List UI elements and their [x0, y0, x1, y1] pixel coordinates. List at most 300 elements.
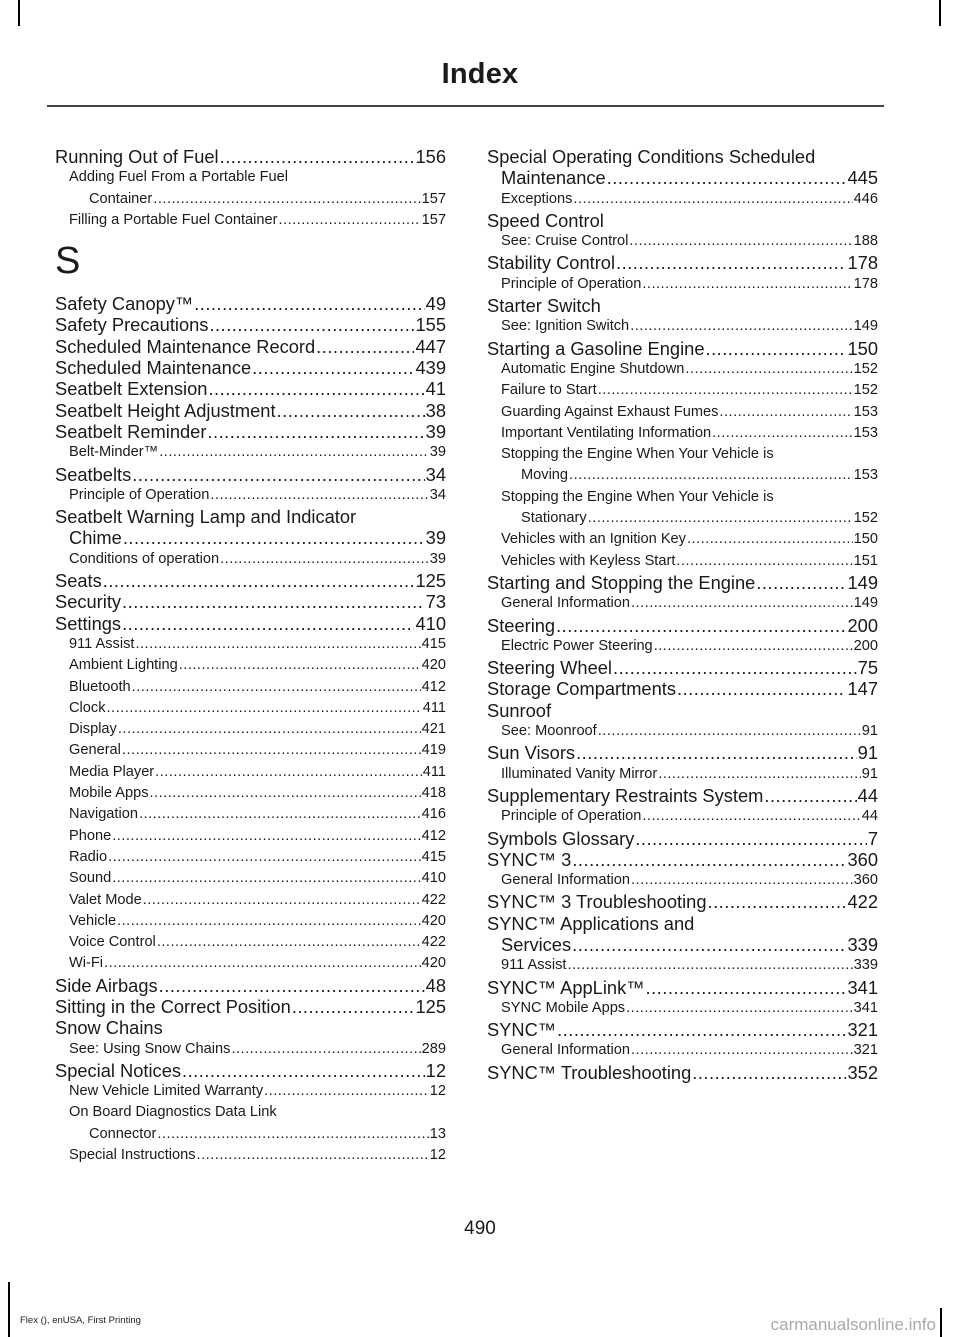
- index-entry[interactable]: [487, 572, 878, 593]
- entry-text: Sun Visors: [487, 742, 576, 764]
- dot-leader: [572, 934, 846, 955]
- page-reference: 419: [421, 742, 446, 759]
- entry-row: [55, 357, 446, 378]
- dot-leader: [117, 911, 421, 932]
- index-entry[interactable]: [487, 615, 878, 636]
- dot-leader: [132, 464, 424, 485]
- entry-text: Automatic Engine Shutdown: [501, 360, 685, 377]
- page-reference: 341: [853, 999, 878, 1016]
- index-subentry[interactable]: [55, 783, 446, 804]
- entry-text: SYNC™ Troubleshooting: [487, 1061, 692, 1083]
- entry-row: [487, 934, 878, 955]
- dot-leader: [646, 977, 847, 998]
- entry-text: Steering Wheel: [487, 657, 612, 679]
- entry-text: Special Notices: [55, 1059, 181, 1081]
- entry-text: Belt-Minder™: [69, 444, 159, 461]
- page-reference: 416: [421, 806, 446, 823]
- crop-mark-top-left-v: [18, 0, 20, 26]
- entry-text: Safety Precautions: [55, 314, 209, 336]
- entry-text: Starting a Gasoline Engine: [487, 337, 705, 359]
- entry-text: Snow Chains: [55, 1017, 163, 1039]
- page-reference: 420: [421, 955, 446, 972]
- index-subentry[interactable]: [55, 549, 446, 570]
- page-reference: 91: [861, 765, 878, 782]
- entry-row: [69, 826, 446, 847]
- page-reference: 200: [853, 637, 878, 654]
- entry-row: [69, 1039, 446, 1060]
- page-reference: 360: [847, 848, 878, 870]
- index-entry[interactable]: [487, 678, 878, 699]
- page-reference: 49: [425, 293, 446, 315]
- page-reference: 200: [847, 614, 878, 636]
- page-reference: 412: [421, 827, 446, 844]
- index-subentry[interactable]: [55, 1039, 446, 1060]
- page-reference: 439: [415, 357, 446, 379]
- dot-leader: [705, 338, 846, 359]
- entry-row: [501, 465, 878, 486]
- entry-text: Filling a Portable Fuel Container: [69, 211, 278, 228]
- entry-text: Bluetooth: [69, 678, 131, 695]
- index-subentry[interactable]: [487, 189, 878, 210]
- dot-leader: [598, 380, 853, 401]
- entry-text: New Vehicle Limited Warranty: [69, 1083, 264, 1100]
- index-entry[interactable]: [55, 613, 446, 634]
- page-reference: 12: [429, 1083, 446, 1100]
- entry-text: Stopping the Engine When Your Vehicle is: [501, 446, 774, 463]
- dot-leader: [567, 955, 852, 976]
- index-entry[interactable]: [487, 657, 878, 678]
- entry-text: Sunroof: [487, 699, 552, 721]
- index-entry[interactable]: [55, 314, 446, 335]
- index-entry[interactable]: [55, 996, 446, 1017]
- page-reference: 420: [421, 912, 446, 929]
- dot-leader: [642, 806, 860, 827]
- entry-row: [501, 593, 878, 614]
- title-divider: [47, 105, 884, 107]
- entry-row: [487, 977, 878, 998]
- entry-text: Speed Control: [487, 209, 604, 231]
- entry-row: [501, 1040, 878, 1061]
- crop-mark-bottom-left-v: [8, 1282, 10, 1337]
- entry-text: SYNC™: [487, 1019, 557, 1041]
- index-entry[interactable]: [55, 293, 446, 314]
- page-reference: 125: [415, 570, 446, 592]
- entry-row: [69, 911, 446, 932]
- index-subentry[interactable]: [55, 1145, 446, 1166]
- page-reference: 149: [853, 318, 878, 335]
- entry-text: Steering: [487, 614, 556, 636]
- entry-row: [501, 764, 878, 785]
- entry-text: Vehicle: [69, 912, 117, 929]
- entry-text: Special Instructions: [69, 1147, 196, 1164]
- index-entry[interactable]: [487, 700, 878, 721]
- dot-leader: [207, 421, 424, 442]
- page-reference: 422: [421, 891, 446, 908]
- entry-row: [55, 146, 446, 167]
- index-subentry[interactable]: [487, 721, 878, 742]
- entry-row: [501, 529, 878, 550]
- dot-leader: [556, 615, 846, 636]
- index-subentry[interactable]: [55, 911, 446, 932]
- entry-row: [501, 721, 878, 742]
- index-entry[interactable]: [55, 378, 446, 399]
- index-subentry[interactable]: [55, 762, 446, 783]
- dot-leader: [685, 359, 852, 380]
- dot-leader: [210, 485, 428, 506]
- dot-leader: [712, 423, 853, 444]
- index-subentry[interactable]: [55, 210, 446, 231]
- entry-text: Safety Canopy™: [55, 293, 194, 315]
- page-title: Index: [441, 58, 519, 90]
- entry-row: [487, 678, 878, 699]
- index-subentry[interactable]: [487, 870, 878, 891]
- entry-row: [69, 1145, 446, 1166]
- entry-text: Failure to Start: [501, 382, 597, 399]
- dot-leader: [220, 549, 429, 570]
- index-subentry[interactable]: [55, 804, 446, 825]
- entry-text: Vehicles with Keyless Start: [501, 552, 676, 569]
- page-reference: 157: [421, 211, 446, 228]
- page-reference: 13: [429, 1125, 446, 1142]
- entry-text: Guarding Against Exhaust Fumes: [501, 403, 719, 420]
- entry-text: SYNC Mobile Apps: [501, 999, 626, 1016]
- entry-text: Seatbelt Warning Lamp and Indicator: [55, 506, 357, 528]
- entry-text: Valet Mode: [69, 891, 142, 908]
- entry-text: Wi-Fi: [69, 955, 104, 972]
- page-reference: 178: [847, 252, 878, 274]
- page-reference: 149: [853, 595, 878, 612]
- dot-leader: [231, 1039, 420, 1060]
- index-subentry[interactable]: [487, 359, 878, 380]
- index-subentry[interactable]: [487, 636, 878, 657]
- entry-row: [487, 252, 878, 273]
- entry-row: [69, 762, 446, 783]
- index-subentry[interactable]: [55, 719, 446, 740]
- dot-leader: [150, 783, 421, 804]
- index-subentry[interactable]: [487, 806, 878, 827]
- index-entry[interactable]: [55, 357, 446, 378]
- index-entry[interactable]: [55, 1060, 446, 1081]
- index-entry[interactable]: [487, 295, 878, 316]
- entry-continuation: Connector: [89, 1125, 157, 1142]
- entry-text: Seatbelts: [55, 463, 132, 485]
- entry-row: [69, 932, 446, 953]
- entry-row: [55, 336, 446, 357]
- entry-row: [69, 1081, 446, 1102]
- index-subentry[interactable]: [55, 953, 446, 974]
- page-reference: 418: [421, 785, 446, 802]
- entry-text: Special Operating Conditions Scheduled: [487, 146, 816, 167]
- dot-leader: [159, 975, 425, 996]
- entry-row: [69, 677, 446, 698]
- index-entry[interactable]: [487, 849, 878, 870]
- index-subentry[interactable]: [55, 167, 446, 210]
- page-reference: 422: [421, 934, 446, 951]
- index-entry[interactable]: [55, 591, 446, 612]
- dot-leader: [569, 465, 853, 486]
- entry-row: [501, 274, 878, 295]
- index-entry[interactable]: [55, 146, 446, 167]
- entry-text: Phone: [69, 827, 112, 844]
- page-reference: 152: [853, 382, 878, 399]
- entry-text: SYNC™ Applications and: [487, 912, 695, 934]
- dot-leader: [631, 870, 853, 891]
- dot-leader: [208, 378, 424, 399]
- index-entry[interactable]: [487, 1019, 878, 1040]
- index-entry[interactable]: [487, 146, 878, 189]
- index-subentry[interactable]: [487, 316, 878, 337]
- dot-leader: [756, 572, 846, 593]
- index-column-right: [487, 146, 878, 1083]
- index-subentry[interactable]: [487, 764, 878, 785]
- entry-row: [501, 423, 878, 444]
- page-reference: 289: [421, 1040, 446, 1057]
- dot-leader: [616, 252, 846, 273]
- index-subentry[interactable]: [55, 634, 446, 655]
- entry-continuation: Maintenance: [501, 167, 606, 189]
- entry-text: Illuminated Vanity Mirror: [501, 765, 658, 782]
- watermark: carmanualsonline.info: [770, 1315, 936, 1334]
- dot-leader: [157, 932, 421, 953]
- entry-text: Security: [55, 591, 122, 613]
- entry-text: Principle of Operation: [69, 486, 210, 503]
- page-reference: 147: [847, 678, 878, 700]
- dot-leader: [107, 698, 422, 719]
- entry-text: Principle of Operation: [501, 808, 642, 825]
- entry-row: [55, 421, 446, 442]
- index-subentry[interactable]: [487, 444, 878, 487]
- entry-text: 911 Assist: [501, 957, 567, 974]
- dot-leader: [687, 529, 853, 550]
- index-subentry[interactable]: [487, 231, 878, 252]
- index-entry[interactable]: [487, 742, 878, 763]
- entry-text: Stability Control: [487, 252, 616, 274]
- entry-text: Sitting in the Correct Position: [55, 995, 291, 1017]
- entry-text: Settings: [55, 612, 122, 634]
- entry-row: [487, 785, 878, 806]
- dot-leader: [626, 998, 853, 1019]
- index-subentry[interactable]: [55, 740, 446, 761]
- index-subentry[interactable]: [55, 868, 446, 889]
- index-entry[interactable]: [487, 210, 878, 231]
- entry-text: Starting and Stopping the Engine: [487, 571, 756, 593]
- page-reference: 151: [853, 552, 878, 569]
- index-subentry[interactable]: [55, 847, 446, 868]
- page-reference: 39: [425, 420, 446, 442]
- index-subentry[interactable]: [55, 442, 446, 463]
- entry-text: Media Player: [69, 763, 155, 780]
- entry-text: Side Airbags: [55, 974, 158, 996]
- entry-row: [55, 1060, 446, 1081]
- dot-leader: [252, 357, 414, 378]
- index-entry[interactable]: [487, 913, 878, 956]
- dot-leader: [135, 634, 420, 655]
- entry-text: Scheduled Maintenance Record: [55, 335, 316, 357]
- entry-text: Adding Fuel From a Portable Fuel: [69, 169, 289, 186]
- entry-row: [69, 783, 446, 804]
- index-subentry[interactable]: [55, 1102, 446, 1145]
- page-reference: 352: [847, 1061, 878, 1083]
- dot-leader: [155, 762, 422, 783]
- edition-footer: Flex (), enUSA, First Printing: [20, 1315, 141, 1326]
- index-entry[interactable]: [487, 977, 878, 998]
- index-subentry[interactable]: [55, 1081, 446, 1102]
- entry-row: [55, 400, 446, 421]
- entry-row: [501, 636, 878, 657]
- index-entry[interactable]: [487, 338, 878, 359]
- entry-row: [69, 740, 446, 761]
- entry-text: Vehicles with an Ignition Key: [501, 531, 686, 548]
- index-entry[interactable]: [487, 828, 878, 849]
- index-subentry[interactable]: [487, 955, 878, 976]
- entry-row: [69, 890, 446, 911]
- page-reference: 410: [415, 612, 446, 634]
- entry-row: [501, 402, 878, 423]
- entry-row: [55, 996, 446, 1017]
- entry-row: [501, 955, 878, 976]
- entry-row: [487, 1019, 878, 1040]
- index-subentry[interactable]: [487, 402, 878, 423]
- page-reference: 446: [853, 190, 878, 207]
- entry-row: [487, 1062, 878, 1083]
- dot-leader: [209, 314, 414, 335]
- dot-leader: [613, 657, 857, 678]
- page-reference: 125: [415, 995, 446, 1017]
- entry-text: Voice Control: [69, 934, 156, 951]
- index-subentry[interactable]: [487, 998, 878, 1019]
- index-entry[interactable]: [55, 421, 446, 442]
- entry-row: [69, 549, 446, 570]
- dot-leader: [123, 527, 425, 548]
- dot-leader: [764, 785, 856, 806]
- entry-text: General Information: [501, 872, 630, 889]
- entry-text: SYNC™ AppLink™: [487, 976, 645, 998]
- entry-text: Storage Compartments: [487, 678, 676, 700]
- page-reference: 422: [847, 891, 878, 913]
- index-subentry[interactable]: [487, 423, 878, 444]
- index-entry[interactable]: [55, 975, 446, 996]
- entry-row: [55, 378, 446, 399]
- dot-leader: [292, 996, 415, 1017]
- page-reference: 152: [853, 360, 878, 377]
- index-subentry[interactable]: [487, 551, 878, 572]
- entry-text: Ambient Lighting: [69, 657, 178, 674]
- dot-leader: [631, 1040, 853, 1061]
- index-subentry[interactable]: [55, 890, 446, 911]
- page-reference: 411: [422, 699, 446, 716]
- index-entry[interactable]: [55, 570, 446, 591]
- index-subentry[interactable]: [55, 698, 446, 719]
- dot-leader: [642, 274, 852, 295]
- page-reference: 445: [847, 167, 878, 189]
- index-entry[interactable]: [55, 506, 446, 549]
- index-subentry[interactable]: [487, 380, 878, 401]
- index-entry[interactable]: [487, 1062, 878, 1083]
- index-subentry[interactable]: [55, 826, 446, 847]
- dot-leader: [112, 868, 420, 889]
- index-subentry[interactable]: [55, 932, 446, 953]
- entry-text: See: Ignition Switch: [501, 318, 630, 335]
- entry-text: General: [69, 742, 121, 759]
- index-subentry[interactable]: [487, 487, 878, 530]
- section-letter: S: [55, 240, 81, 283]
- page-reference: 150: [847, 337, 878, 359]
- page-reference: 420: [421, 657, 446, 674]
- dot-leader: [576, 742, 857, 763]
- page-reference: 34: [429, 486, 446, 503]
- page-reference: 157: [421, 190, 446, 207]
- dot-leader: [692, 1062, 846, 1083]
- page-reference: 44: [857, 784, 878, 806]
- index-entry[interactable]: [487, 785, 878, 806]
- entry-text: Display: [69, 721, 117, 738]
- index-subentry[interactable]: [55, 485, 446, 506]
- index-subentry[interactable]: [55, 655, 446, 676]
- dot-leader: [573, 189, 852, 210]
- page-reference: 39: [429, 444, 446, 461]
- index-entry[interactable]: [487, 252, 878, 273]
- page-reference: 152: [853, 510, 878, 527]
- page-reference: 447: [415, 335, 446, 357]
- index-subentry[interactable]: [487, 593, 878, 614]
- dot-leader: [157, 1124, 428, 1145]
- page-reference: 91: [857, 742, 878, 764]
- index-subentry[interactable]: [55, 677, 446, 698]
- entry-row: [501, 806, 878, 827]
- dot-leader: [654, 636, 853, 657]
- index-entry[interactable]: [55, 336, 446, 357]
- entry-continuation: Chime: [69, 527, 122, 549]
- page-reference: 178: [853, 275, 878, 292]
- dot-leader: [630, 316, 852, 337]
- entry-row: [487, 849, 878, 870]
- page-reference: 321: [853, 1042, 878, 1059]
- page-number: 490: [464, 1218, 496, 1239]
- dot-leader: [122, 740, 421, 761]
- entry-row: [501, 189, 878, 210]
- entry-row: [487, 572, 878, 593]
- entry-row: [55, 527, 446, 548]
- index-entry[interactable]: [55, 400, 446, 421]
- index-subentry[interactable]: [487, 274, 878, 295]
- entry-text: SYNC™ 3 Troubleshooting: [487, 891, 707, 913]
- dot-leader: [153, 189, 420, 210]
- dot-leader: [132, 677, 421, 698]
- entry-text: Seatbelt Reminder: [55, 420, 207, 442]
- page-reference: 12: [425, 1059, 446, 1081]
- entry-row: [501, 359, 878, 380]
- index-subentry[interactable]: [487, 1040, 878, 1061]
- page-reference: 415: [421, 635, 446, 652]
- entry-row: [55, 975, 446, 996]
- dot-leader: [631, 593, 853, 614]
- page-reference: 412: [421, 678, 446, 695]
- page-reference: 150: [853, 531, 878, 548]
- index-subentry[interactable]: [487, 529, 878, 550]
- dot-leader: [143, 890, 421, 911]
- index-entry[interactable]: [55, 1017, 446, 1038]
- entry-text: General Information: [501, 1042, 630, 1059]
- entry-text: See: Cruise Control: [501, 233, 629, 250]
- entry-row: [487, 657, 878, 678]
- dot-leader: [122, 591, 425, 612]
- entry-row: [69, 442, 446, 463]
- page-reference: 339: [853, 957, 878, 974]
- page-reference: 153: [853, 424, 878, 441]
- dot-leader: [658, 764, 861, 785]
- index-entry[interactable]: [487, 891, 878, 912]
- index-entry[interactable]: [55, 464, 446, 485]
